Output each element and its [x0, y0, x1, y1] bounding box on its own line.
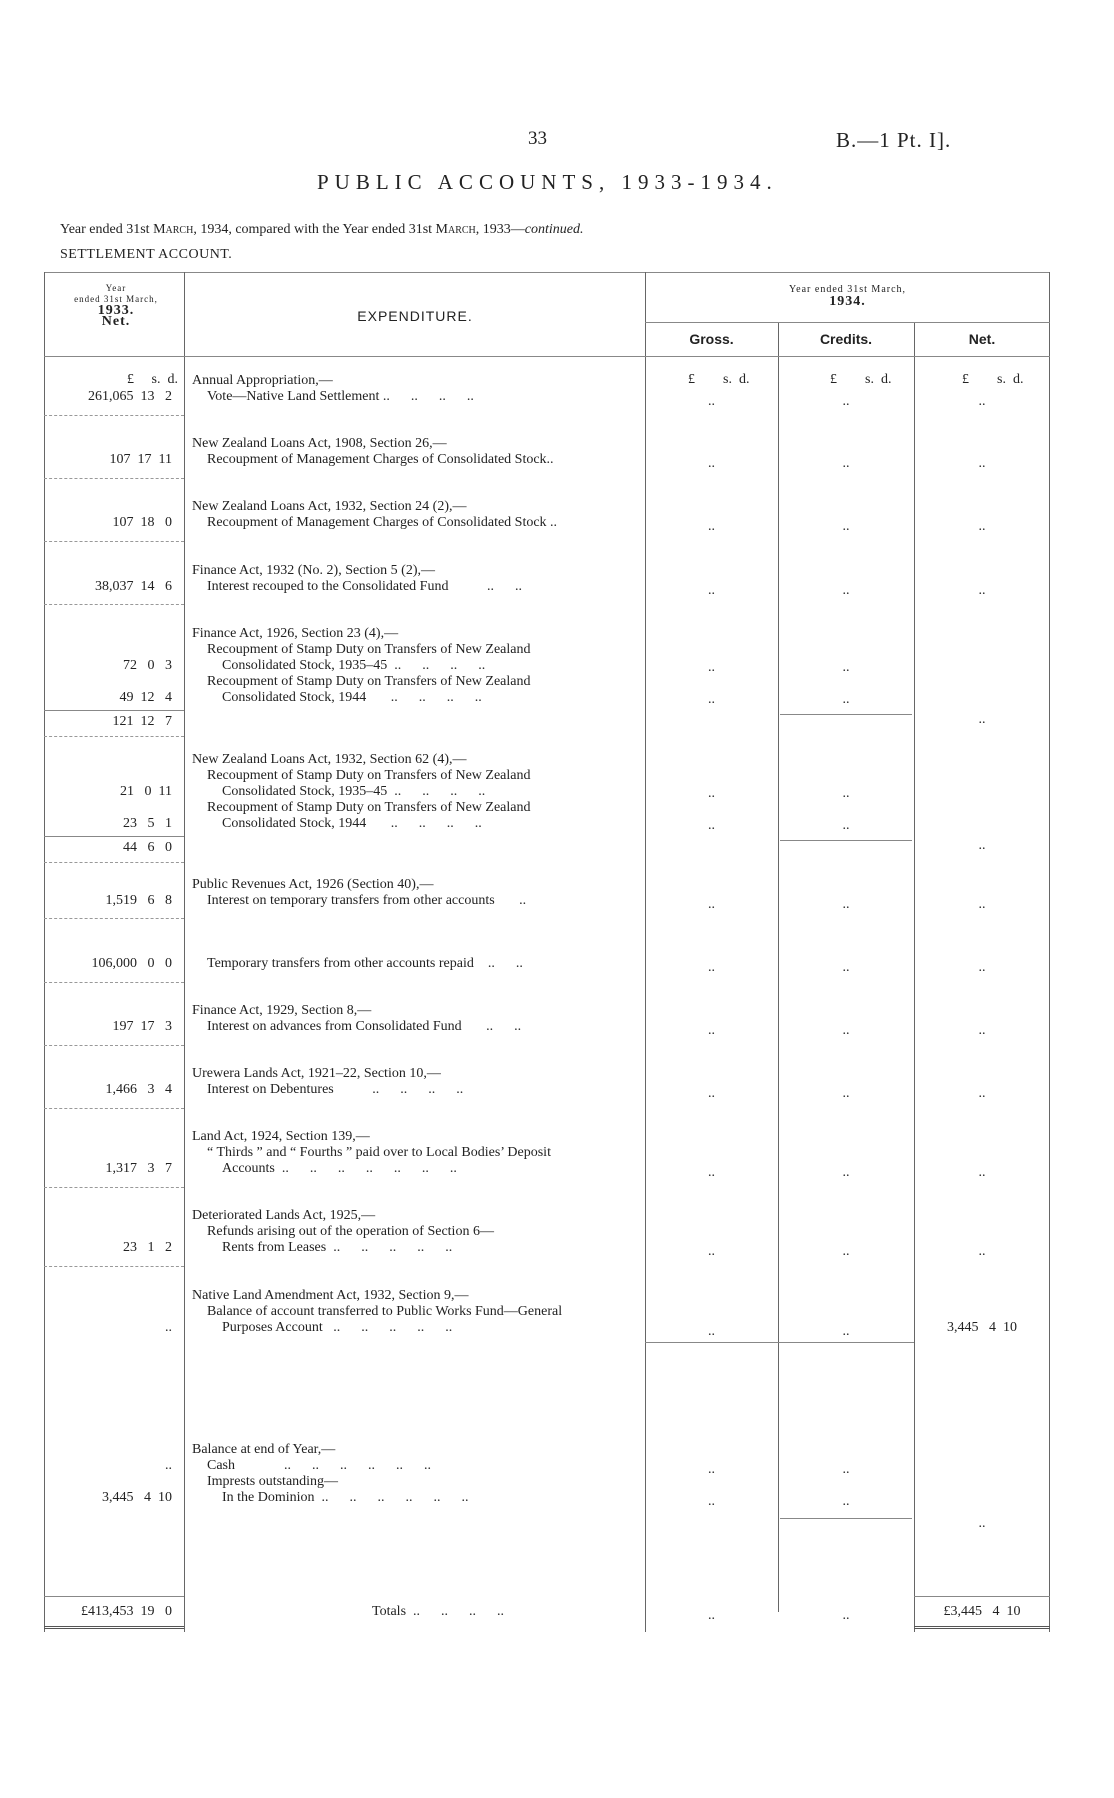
prev-year-amount: 21 0 11 [120, 784, 172, 799]
row-heading: Land Act, 1924, Section 139,— [192, 1129, 370, 1144]
row-divider [44, 862, 184, 863]
net-amount: .. [978, 394, 986, 409]
prev-year-amount: 1,317 3 7 [105, 1161, 172, 1176]
row-divider [44, 1266, 184, 1267]
unit-prev: £ s. d. [127, 372, 178, 387]
credits-amount: .. [842, 660, 850, 675]
credits-amount: .. [842, 1244, 850, 1259]
credits-amount: .. [842, 583, 850, 598]
row-item: Balance of account transferred to Public Works Fund—General [207, 1304, 563, 1319]
prev-year-amount: 1,466 3 4 [105, 1082, 172, 1097]
header-year-1933: Year ended 31st March, 1933. Net. [74, 283, 158, 329]
gross-total: .. [708, 1608, 715, 1623]
row-divider [44, 604, 184, 605]
unit-credits: £ s. d. [830, 372, 892, 387]
prev-year-amount: 49 12 4 [119, 690, 172, 705]
net-amount: .. [978, 897, 986, 912]
section-rule [645, 1342, 914, 1343]
totals-rule [44, 1596, 184, 1597]
row-item: Vote—Native Land Settlement .. .. .. .. [207, 389, 474, 404]
subtotal-rule [44, 710, 184, 711]
subtotal-rule [780, 840, 912, 841]
net-amount: .. [978, 712, 986, 727]
row-divider [44, 736, 184, 737]
page-subtitle: Year ended 31st March, 1934, compared with the Year ended 31st March, 1933—continued. [60, 222, 584, 237]
net-amount: .. [978, 1086, 986, 1101]
gross-amount: .. [708, 692, 715, 707]
row-item: Interest on Debentures .. .. .. .. [207, 1082, 464, 1097]
totals-rule [914, 1596, 1050, 1597]
row-heading: New Zealand Loans Act, 1932, Section 24 (2),— [192, 499, 467, 514]
credits-amount: .. [842, 1462, 850, 1477]
row-item: Consolidated Stock, 1935–45 .. .. .. .. [222, 658, 486, 673]
unit-net: £ s. d. [962, 372, 1024, 387]
prev-year-total: £413,453 19 0 [81, 1604, 172, 1619]
row-item: Temporary transfers from other accounts repaid .. .. [207, 956, 523, 971]
row-item: Recoupment of Stamp Duty on Transfers of New Zealand [207, 800, 531, 815]
row-divider [44, 982, 184, 983]
gross-amount: .. [708, 818, 715, 833]
header-expenditure: EXPENDITURE. [357, 308, 473, 324]
gross-amount: .. [708, 786, 715, 801]
row-item: In the Dominion .. .. .. .. .. .. [222, 1490, 469, 1505]
row-item: Cash .. .. .. .. .. .. [207, 1458, 431, 1473]
credits-amount: .. [842, 394, 850, 409]
net-amount: 3,445 4 10 [947, 1320, 1017, 1335]
gross-amount: .. [708, 1023, 715, 1038]
prev-year-amount: 107 17 11 [109, 452, 172, 467]
row-item: Accounts .. .. .. .. .. .. .. [222, 1161, 457, 1176]
gross-amount: .. [708, 1324, 715, 1339]
row-heading: Finance Act, 1926, Section 23 (4),— [192, 626, 399, 641]
prev-year-amount: 72 0 3 [123, 658, 172, 673]
credits-amount: .. [842, 960, 850, 975]
row-divider [44, 478, 184, 479]
credits-total: .. [842, 1608, 850, 1623]
header-gross: Gross. [689, 331, 734, 347]
subtotal-rule [780, 1518, 912, 1519]
credits-amount: .. [842, 1324, 850, 1339]
prev-year-amount: 197 17 3 [112, 1019, 172, 1034]
table-right-border [1049, 272, 1050, 1632]
net-amount: .. [978, 1516, 986, 1531]
row-divider [44, 415, 184, 416]
page-number: 33 [528, 128, 547, 149]
unit-gross: £ s. d. [688, 372, 750, 387]
row-item: Recoupment of Management Charges of Consolidated Stock .. [207, 515, 558, 530]
row-item: Interest on temporary transfers from other accounts .. [207, 893, 527, 908]
credits-amount: .. [842, 519, 850, 534]
gross-amount: .. [708, 1086, 715, 1101]
column-divider-prev [184, 272, 185, 1632]
row-heading: Finance Act, 1929, Section 8,— [192, 1003, 372, 1018]
gross-amount: .. [708, 394, 715, 409]
row-item: Rents from Leases .. .. .. .. .. [222, 1240, 453, 1255]
totals-label: Totals .. .. .. .. [372, 1604, 505, 1619]
subtotal-rule [780, 714, 912, 715]
row-item: Interest on advances from Consolidated Fund .. .. [207, 1019, 522, 1034]
row-item: Recoupment of Stamp Duty on Transfers of New Zealand [207, 768, 531, 783]
credits-amount: .. [842, 1086, 850, 1101]
prev-year-amount: 261,065 13 2 [88, 389, 172, 404]
prev-year-amount: .. [165, 1320, 172, 1335]
gross-amount: .. [708, 1494, 715, 1509]
row-divider [44, 1187, 184, 1188]
row-heading: Public Revenues Act, 1926 (Section 40),— [192, 877, 434, 892]
row-item: Purposes Account .. .. .. .. .. [222, 1320, 453, 1335]
row-divider [44, 1045, 184, 1046]
prev-year-amount: 38,037 14 6 [95, 579, 172, 594]
account-name: SETTLEMENT ACCOUNT. [60, 247, 233, 262]
prev-year-amount: 106,000 0 0 [91, 956, 172, 971]
net-amount: .. [978, 838, 986, 853]
row-divider [44, 1108, 184, 1109]
gross-amount: .. [708, 897, 715, 912]
net-amount: .. [978, 456, 986, 471]
gross-amount: .. [708, 960, 715, 975]
prev-year-amount: 1,519 6 8 [105, 893, 172, 908]
credits-amount: .. [842, 692, 850, 707]
gross-amount: .. [708, 456, 715, 471]
credits-amount: .. [842, 786, 850, 801]
row-item: Consolidated Stock, 1935–45 .. .. .. .. [222, 784, 486, 799]
row-heading: Annual Appropriation,— [192, 373, 333, 388]
header-year-1934: Year ended 31st March, 1934. [788, 284, 907, 309]
prev-year-subtotal: 44 6 0 [123, 840, 172, 855]
credits-amount: .. [842, 1165, 850, 1180]
header-divider [645, 322, 1050, 323]
credits-amount: .. [842, 818, 850, 833]
row-heading: Urewera Lands Act, 1921–22, Section 10,— [192, 1066, 441, 1081]
row-item: Consolidated Stock, 1944 .. .. .. .. [222, 816, 482, 831]
row-divider [44, 541, 184, 542]
page-title: PUBLIC ACCOUNTS, 1933-1934. [317, 170, 778, 194]
credits-amount: .. [842, 1494, 850, 1509]
row-heading: Deteriorated Lands Act, 1925,— [192, 1208, 376, 1223]
prev-year-amount: .. [165, 1458, 172, 1473]
row-heading: New Zealand Loans Act, 1908, Section 26,— [192, 436, 447, 451]
net-amount: .. [978, 1165, 986, 1180]
column-divider-desc [645, 272, 646, 1632]
credits-amount: .. [842, 1023, 850, 1038]
subtotal-rule [44, 836, 184, 837]
prev-year-amount: 23 1 2 [123, 1240, 172, 1255]
row-item: Interest recouped to the Consolidated Fund .. .. [207, 579, 522, 594]
header-net: Net. [968, 331, 996, 347]
gross-amount: .. [708, 660, 715, 675]
table-top-border [44, 272, 1050, 273]
net-amount: .. [978, 960, 986, 975]
row-item: “ Thirds ” and “ Fourths ” paid over to Local Bodies’ Deposit [207, 1145, 551, 1160]
prev-year-amount: 23 5 1 [123, 816, 172, 831]
net-amount: .. [978, 1023, 986, 1038]
row-divider [44, 918, 184, 919]
document-reference: B.—1 Pt. I]. [836, 128, 952, 152]
row-item: Recoupment of Stamp Duty on Transfers of New Zealand [207, 674, 531, 689]
row-heading: Balance at end of Year,— [192, 1442, 336, 1457]
net-amount: .. [978, 1244, 986, 1259]
prev-year-amount: 107 18 0 [112, 515, 172, 530]
gross-amount: .. [708, 519, 715, 534]
row-item: Recoupment of Stamp Duty on Transfers of New Zealand [207, 642, 531, 657]
prev-year-amount: 3,445 4 10 [102, 1490, 172, 1505]
totals-double-rule [914, 1626, 1050, 1629]
row-heading: Finance Act, 1932 (No. 2), Section 5 (2),— [192, 563, 436, 578]
net-amount: .. [978, 583, 986, 598]
totals-double-rule [44, 1626, 184, 1629]
credits-amount: .. [842, 897, 850, 912]
prev-year-subtotal: 121 12 7 [112, 714, 172, 729]
row-heading: Native Land Amendment Act, 1932, Section 9,— [192, 1288, 469, 1303]
gross-amount: .. [708, 1244, 715, 1259]
net-total: £3,445 4 10 [943, 1604, 1021, 1619]
net-amount: .. [978, 519, 986, 534]
table-left-border [44, 272, 45, 1632]
row-heading: New Zealand Loans Act, 1932, Section 62 (4),— [192, 752, 467, 767]
row-item: Imprests outstanding— [207, 1474, 339, 1489]
row-item: Recoupment of Management Charges of Consolidated Stock.. [207, 452, 554, 467]
gross-amount: .. [708, 583, 715, 598]
credits-amount: .. [842, 456, 850, 471]
header-credits: Credits. [819, 331, 873, 347]
header-bottom-border [44, 356, 1050, 357]
gross-amount: .. [708, 1462, 715, 1477]
row-item: Consolidated Stock, 1944 .. .. .. .. [222, 690, 482, 705]
gross-amount: .. [708, 1165, 715, 1180]
row-item: Refunds arising out of the operation of Section 6— [207, 1224, 494, 1239]
